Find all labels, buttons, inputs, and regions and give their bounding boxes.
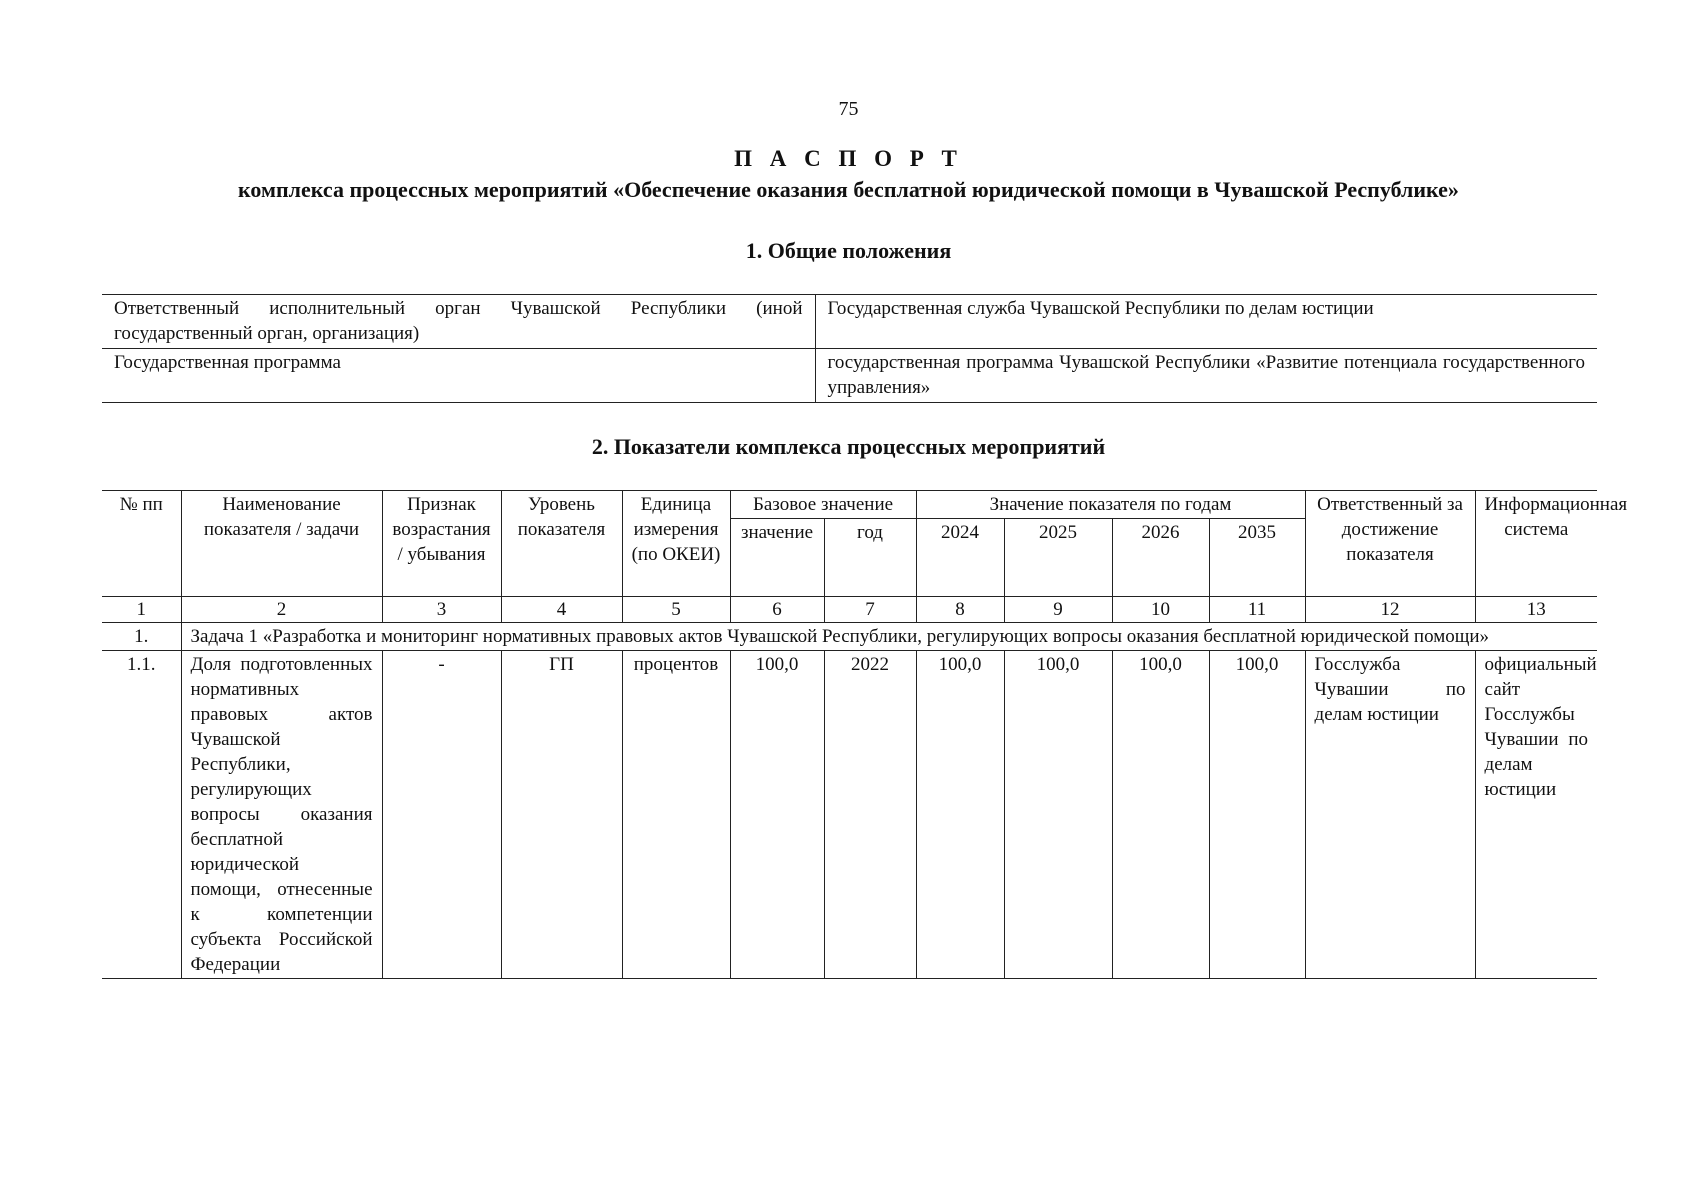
- row-value-2024: 100,0: [916, 651, 1004, 979]
- header-by-years: Значение показателя по годам: [916, 491, 1305, 519]
- row-value-2035: 100,0: [1209, 651, 1305, 979]
- general-label: Государственная программа: [102, 349, 815, 403]
- column-number: 3: [382, 597, 501, 623]
- general-provisions-table: [102, 294, 1597, 403]
- header-base-value: значение: [730, 519, 824, 597]
- column-number-row: [102, 597, 1597, 623]
- document-title: П А С П О Р Т: [734, 146, 963, 171]
- header-base-year: год: [824, 519, 916, 597]
- column-number: 12: [1305, 597, 1475, 623]
- header-responsible: Ответственный за достижение показателя: [1305, 491, 1475, 597]
- column-number: 2: [181, 597, 382, 623]
- column-number: 4: [501, 597, 622, 623]
- indicators-table: [102, 490, 1628, 979]
- column-number: 1: [102, 597, 181, 623]
- header-year-2024: 2024: [916, 519, 1004, 597]
- section1-heading: 1. Общие положения: [745, 238, 952, 263]
- header-unit: Единица измерения (по ОКЕИ): [622, 491, 730, 597]
- general-value: Государственная служба Чувашской Республики по делам юстиции: [815, 295, 1597, 349]
- task-num: 1.: [102, 623, 181, 651]
- row-num: 1.1.: [102, 651, 181, 979]
- row-responsible: Госслужба Чувашии по делам юстиции: [1305, 651, 1475, 979]
- task-text: Задача 1 «Разработка и мониторинг нормативных правовых актов Чувашской Республики, регулирующих вопросы оказания бесплатной юридической помощи»: [181, 623, 1597, 651]
- general-value: государственная программа Чувашской Республики «Развитие потенциала государственного управления»: [815, 349, 1597, 403]
- header-trend: Признак возрастания / убывания: [382, 491, 501, 597]
- header-row: [102, 491, 1597, 519]
- header-year-2025: 2025: [1004, 519, 1112, 597]
- general-row: [102, 295, 1597, 349]
- general-row: [102, 349, 1597, 403]
- row-unit: процентов: [622, 651, 730, 979]
- column-number: 8: [916, 597, 1004, 623]
- header-year-2035: 2035: [1209, 519, 1305, 597]
- general-label: Ответственный исполнительный орган Чувашской Республики (иной государственный орган, организация): [102, 295, 815, 349]
- header-info-system: Информационная система: [1475, 491, 1597, 597]
- header-base: Базовое значение: [730, 491, 916, 519]
- table-row: [102, 651, 1597, 979]
- column-number: 6: [730, 597, 824, 623]
- row-base-value: 100,0: [730, 651, 824, 979]
- header-num: № пп: [102, 491, 181, 597]
- column-number: 10: [1112, 597, 1209, 623]
- row-value-2026: 100,0: [1112, 651, 1209, 979]
- header-name: Наименование показателя / задачи: [181, 491, 382, 597]
- page-number: 75: [838, 98, 859, 120]
- column-number: 5: [622, 597, 730, 623]
- row-value-2025: 100,0: [1004, 651, 1112, 979]
- task-row: [102, 623, 1597, 651]
- row-trend: -: [382, 651, 501, 979]
- column-number: 11: [1209, 597, 1305, 623]
- row-indicator-name: Доля подготовленных нормативных правовых актов Чувашской Республики, регулирующих вопросы оказания бесплатной юридической помощи, отнесенные к компетенции субъекта Российской Федерации: [181, 651, 382, 979]
- column-number: 13: [1475, 597, 1597, 623]
- row-level: ГП: [501, 651, 622, 979]
- column-number: 7: [824, 597, 916, 623]
- document-subtitle: комплекса процессных мероприятий «Обеспечение оказания бесплатной юридической помощи в Чувашской Республике»: [238, 177, 1459, 202]
- column-number: 9: [1004, 597, 1112, 623]
- section2-heading: 2. Показатели комплекса процессных мероприятий: [591, 434, 1106, 459]
- row-base-year: 2022: [824, 651, 916, 979]
- header-year-2026: 2026: [1112, 519, 1209, 597]
- header-level: Уровень показателя: [501, 491, 622, 597]
- row-info-system: официальный сайт Госслужбы Чувашии по делам юстиции: [1475, 651, 1597, 979]
